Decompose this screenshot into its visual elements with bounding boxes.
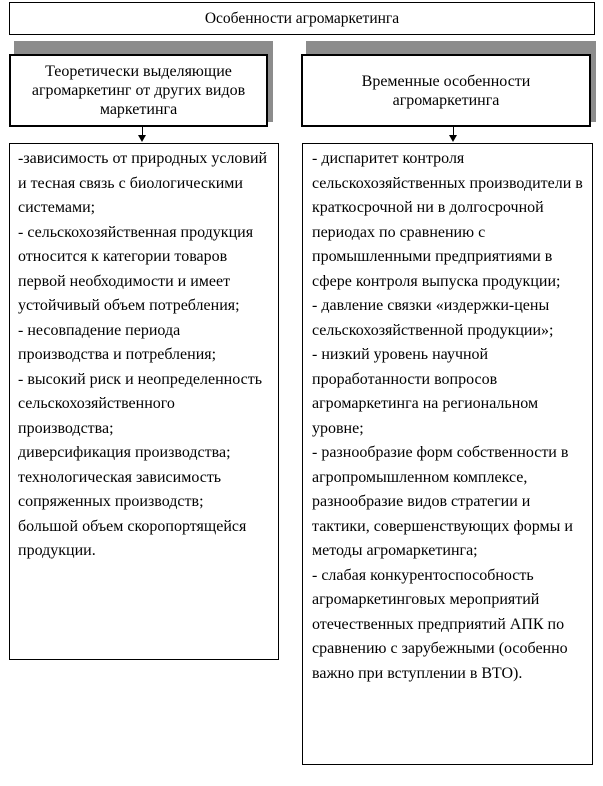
list-item: технологическая зависимость сопряженных производств;	[18, 468, 222, 510]
list-item: - несовпадение периода производства и потребления;	[18, 321, 217, 363]
list-item: - сельскохозяйственная продукция относится к категории товаров первой необходимости и имеет устойчивый объем потребления;	[18, 223, 254, 314]
list-item: - диспаритет контроля сельскохозяйственных производители в краткосрочной ни в долгосрочной периодах по сравнению с промышленными предприятиями в сфере контроля выпуска продукции;	[312, 150, 583, 290]
right-connector-arrow	[449, 135, 457, 142]
left-connector-arrow	[138, 135, 146, 142]
list-item: - давление связки «издержки-цены сельскохозяйственной продукции»;	[312, 297, 554, 339]
right-feature-list	[312, 147, 584, 686]
left-content-box	[9, 143, 279, 660]
list-item: диверсификация производства;	[18, 444, 231, 461]
list-item: - слабая конкурентоспособность агромаркетинговых мероприятий отечественных предприятий АПК по сравнению с зарубежными (особенно важно при вступлении в ВТО).	[312, 566, 568, 682]
left-feature-list	[18, 147, 269, 564]
diagram-title: Особенности агромаркетинга	[204, 9, 400, 27]
list-item: - высокий риск и неопределенность сельскохозяйственного производства;	[18, 370, 262, 437]
list-item: -зависимость от природных условий и тесная связь с биологическими системами;	[18, 150, 268, 216]
left-header-text: Теоретически выделяющие агромаркетинг от других видов маркетинга	[31, 63, 246, 118]
title-box	[9, 2, 595, 35]
right-content-box	[302, 143, 593, 765]
list-item: - разнообразие форм собственности в агропромышленном комплексе, разнообразие видов стратегии и тактики, совершенствующих формы и методы агромаркетинга;	[312, 444, 573, 559]
list-item: - низкий уровень научной проработанности вопросов агромаркетинга на региональном уровне;	[312, 346, 539, 437]
left-header-box	[9, 54, 268, 127]
right-header-text: Временные особенности агромаркетинга	[361, 72, 531, 109]
right-header-box	[301, 54, 591, 127]
list-item: большой объем скоропортящейся продукции.	[18, 517, 247, 559]
